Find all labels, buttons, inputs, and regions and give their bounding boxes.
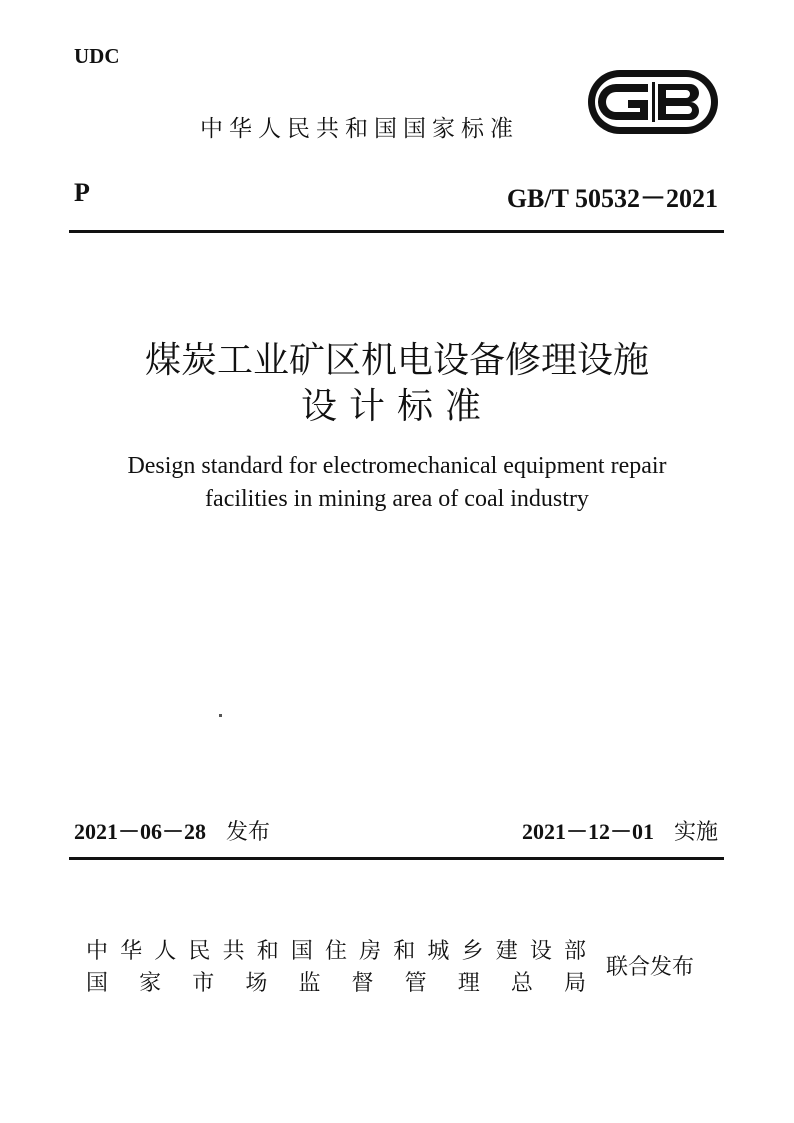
implement-date-value: 2021－12－01 xyxy=(521,819,654,844)
char: 和 xyxy=(256,939,279,964)
gb-logo-icon xyxy=(586,68,720,136)
char: 和 xyxy=(393,939,416,964)
char: 理 xyxy=(457,971,480,996)
standard-number: GB/T 50532－2021 xyxy=(506,184,718,213)
char: 督 xyxy=(351,971,374,996)
char: 华 xyxy=(120,939,143,964)
classification-code: P xyxy=(74,178,90,207)
udc-label: UDC xyxy=(74,44,120,68)
top-divider xyxy=(69,230,724,233)
issuing-authorities xyxy=(86,936,586,1000)
national-standard-heading: 中华人民共和国国家标准 xyxy=(200,116,519,142)
char: 场 xyxy=(245,971,268,996)
joint-issue-label: 联合发布 xyxy=(606,955,695,980)
char: 管 xyxy=(404,971,427,996)
char: 房 xyxy=(359,939,382,964)
char: 国 xyxy=(290,939,313,964)
char: 人 xyxy=(154,939,177,964)
char: 设 xyxy=(529,939,552,964)
char: 建 xyxy=(495,939,518,964)
char: 住 xyxy=(324,939,347,964)
implement-label: 实施 xyxy=(673,820,718,845)
bottom-divider xyxy=(69,857,724,860)
issuer-ministry xyxy=(86,936,586,968)
char: 家 xyxy=(139,971,162,996)
issuer-samr xyxy=(86,968,586,1000)
scan-speck xyxy=(219,714,222,717)
chinese-title xyxy=(0,338,794,430)
char: 监 xyxy=(298,971,321,996)
char: 市 xyxy=(192,971,215,996)
char: 总 xyxy=(510,971,533,996)
char: 乡 xyxy=(461,939,484,964)
char: 民 xyxy=(188,939,211,964)
issue-date xyxy=(74,815,270,846)
implement-date xyxy=(522,815,718,846)
char: 局 xyxy=(563,971,586,996)
char: 国 xyxy=(86,971,109,996)
issue-label: 发布 xyxy=(226,820,271,845)
english-title xyxy=(0,450,794,516)
chinese-title-line-1: 煤炭工业矿区机电设备修理设施 xyxy=(144,340,649,381)
issue-date-value: 2021－06－28 xyxy=(74,819,207,844)
char: 中 xyxy=(86,939,109,964)
char: 部 xyxy=(563,939,586,964)
chinese-title-line-2: 设计标准 xyxy=(300,386,493,427)
char: 城 xyxy=(427,939,450,964)
char: 共 xyxy=(222,939,245,964)
english-title-line-1: Design standard for electromechanical equipment repair xyxy=(127,453,667,479)
english-title-line-2: facilities in mining area of coal industry xyxy=(205,486,589,512)
